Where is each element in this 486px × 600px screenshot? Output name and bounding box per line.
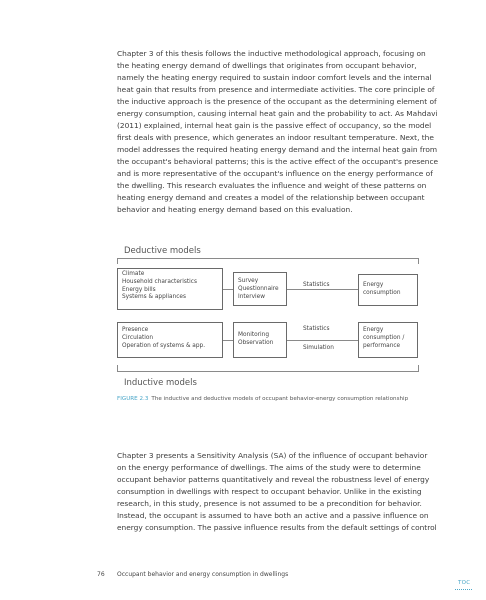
inductive-methods-box: Monitoring Observation bbox=[233, 322, 287, 358]
figure-caption bbox=[117, 396, 408, 402]
text-line: (2011) explained, internal heat gain is the passive effect of occupancy, so the model bbox=[117, 121, 432, 130]
top-bracket-left-tick bbox=[117, 258, 118, 264]
page-footer bbox=[97, 571, 288, 578]
deductive-methods-box: Survey Questionnaire Interview bbox=[233, 272, 287, 306]
arrow-line bbox=[223, 289, 233, 290]
page-number: 76 bbox=[97, 571, 105, 578]
text-line: the heating energy demand of dwellings that originates from occupant behavior, bbox=[117, 61, 417, 70]
deductive-models-title: Deductive models bbox=[124, 246, 201, 256]
simulation-label: Simulation bbox=[303, 345, 334, 351]
text-line: heat gain that results from presence and intermediate activities. The core principle of bbox=[117, 85, 435, 94]
deductive-output-box: Energy consumption bbox=[358, 274, 418, 306]
top-bracket-right-tick bbox=[418, 258, 419, 264]
top-bracket-line bbox=[117, 258, 419, 259]
text-line: and is more representative of the occupant's influence on the energy performance of bbox=[117, 169, 433, 178]
inductive-output-box: Energy consumption / performance bbox=[358, 322, 418, 358]
toc-underline bbox=[455, 589, 472, 590]
caption-text: The inductive and deductive models of occupant behavior-energy consumption relationship bbox=[151, 396, 409, 402]
arrow-line bbox=[287, 340, 358, 341]
deductive-inputs-box: Climate Household characteristics Energy bills Systems & appliances bbox=[117, 268, 223, 310]
text-line: model addresses the required heating energy demand and the internal heat gain from bbox=[117, 145, 438, 154]
figure-number: FIGURE 2.3 bbox=[117, 396, 149, 402]
text-line: energy consumption. The passive influence results from the default settings of control bbox=[117, 523, 437, 532]
text-line: the dwelling. This research evaluates the influence and weight of these patterns on bbox=[117, 181, 427, 190]
body-paragraph-1 bbox=[117, 48, 439, 216]
bottom-bracket-left-tick bbox=[117, 365, 118, 372]
text-line: heating energy demand and creates a model of the relationship between occupant bbox=[117, 193, 425, 202]
running-title: Occupant behavior and energy consumption in dwellings bbox=[117, 571, 289, 578]
arrow-line bbox=[223, 340, 233, 341]
text-line: the inductive approach is the presence of the occupant as the determining element of bbox=[117, 97, 437, 106]
bottom-bracket-right-tick bbox=[418, 365, 419, 372]
statistics-label: Statistics bbox=[303, 282, 330, 288]
text-line: research, in this study, presence is not assumed to be a precondition for behavior. bbox=[117, 499, 422, 508]
toc-link[interactable]: TOC bbox=[458, 580, 471, 586]
text-line: energy consumption, causing internal heat gain and the probability to act. As Mahdavi bbox=[117, 109, 438, 118]
text-line: the occupant's behavioral patterns; this is the active effect of the occupant's presence bbox=[117, 157, 439, 166]
text-line: occupant behavior patterns quantitatively and reveal the robustness level of energy bbox=[117, 475, 430, 484]
arrow-line bbox=[287, 289, 358, 290]
text-line: consumption in dwellings with respect to occupant behavior. Unlike in the existing bbox=[117, 487, 422, 496]
text-line: namely the heating energy required to sustain indoor comfort levels and the internal bbox=[117, 73, 432, 82]
inductive-models-title: Inductive models bbox=[124, 378, 197, 388]
text-line: Instead, the occupant is assumed to have both an active and a passive influence on bbox=[117, 511, 429, 520]
body-paragraph-2 bbox=[117, 450, 437, 534]
bottom-bracket-line bbox=[117, 371, 419, 372]
text-line: first deals with presence, which generates an indoor resultant temperature. Next, the bbox=[117, 133, 434, 142]
statistics-label: Statistics bbox=[303, 326, 330, 332]
text-line: on the energy performance of dwellings. The aims of the study were to determine bbox=[117, 463, 421, 472]
text-line: Chapter 3 presents a Sensitivity Analysis (SA) of the influence of occupant behavior bbox=[117, 451, 428, 460]
text-line: behavior and heating energy demand based on this evaluation. bbox=[117, 205, 353, 214]
text-line: Chapter 3 of this thesis follows the inductive methodological approach, focusing on bbox=[117, 49, 426, 58]
inductive-inputs-box: Presence Circulation Operation of systems & app. bbox=[117, 322, 223, 358]
